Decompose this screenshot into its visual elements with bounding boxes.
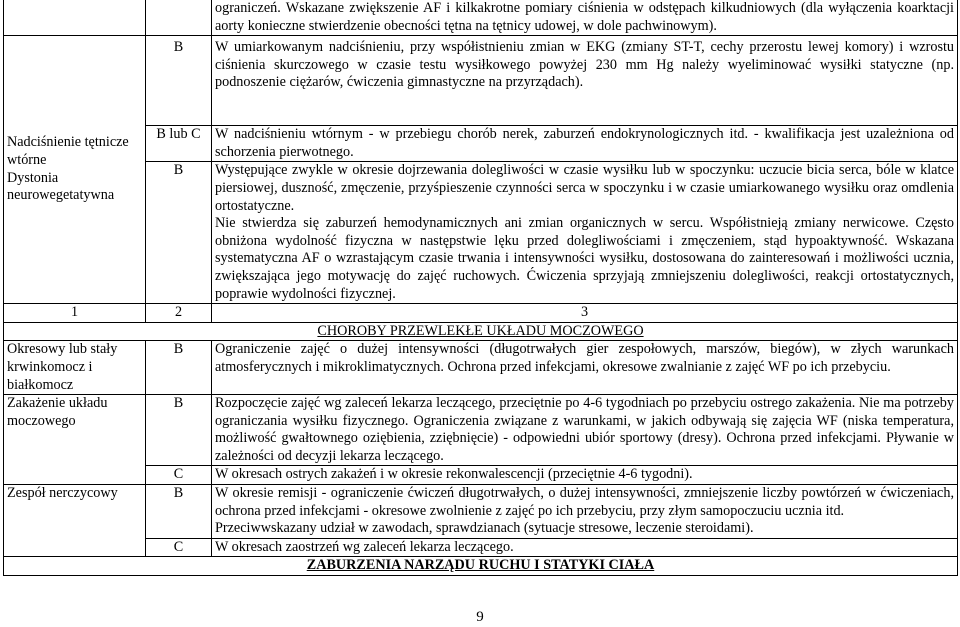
category-cell: B [146,162,212,304]
recommendation-text: W umiarkowanym nadciśnieniu, przy współistnieniu zmian w EKG (zmiany ST-T, cechy przerostu lewej komory) i wzrostu ciśnienia skurczowego w czasie testu wysiłkowego powyżej 230 mm Hg należy wyeliminować wysiłki statyczne (np. podnoszenie ciężarów, ćwiczenia gimnastyczne na przyrządach). [215,39,954,91]
page-number: 9 [476,609,484,625]
category-cell: B [146,341,212,395]
recommendation-cell [212,126,958,162]
condition-cell: Zespół nerczycowy [4,485,146,539]
section-heading-text: ZABURZENIA NARZĄDU RUCHU I STATYKI CIAŁA [306,557,655,574]
condition-cell [4,36,146,304]
category-cell: B [146,36,212,126]
recommendation-text: W nadciśnieniu wtórnym - w przebiegu chorób nerek, zaburzeń endokrynologicznych itd. - kwalifikacja jest uzależniona od schorzenia pierwotnego. [215,126,954,160]
recommendation-text: ograniczeń. Wskazane zwiększenie AF i kilkakrotne pomiary ciśnienia w odstępach kilkudniowych (dla wyłączenia koarktacji aorty konieczne stwierdzenie obecności tętna na tętnicy udowej, w dole pachwinowym). [215,0,954,34]
condition-cell [4,466,146,485]
category-cell: C [146,466,212,485]
section-heading-text: CHOROBY PRZEWLEKŁE UKŁADU MOCZOWEGO [317,322,644,339]
recommendation-cell [212,36,958,126]
table-row [4,0,958,36]
recommendation-text: W okresach ostrych zakażeń i w okresie rekonwalescencji (przeciętnie 4-6 tygodni). [215,466,693,483]
condition-cell: Okresowy lub stały krwinkomocz i białkomocz [4,341,146,395]
category-cell: B [146,485,212,539]
recommendation-cell [212,395,958,466]
section-heading-row [4,557,958,576]
recommendation-cell [212,341,958,395]
category-cell: B [146,395,212,466]
condition-cell [4,0,146,36]
recommendation-cell [212,485,958,539]
column-number: 3 [212,304,958,323]
document-table [3,0,958,576]
table-row [4,341,958,395]
condition-name: Nadciśnienie tętnicze wtórne [7,134,129,169]
table-row [4,538,958,557]
recommendation-cell [212,538,958,557]
condition-cell [4,538,146,557]
recommendation-text: Występujące zwykle w okresie dojrzewania dolegliwości w czasie wysiłku lub w spoczynku: uczucie bicia serca, bóle w klatce piersiowej, duszność, zmęczenie, przyśpieszenie czynności serca w spoczynku i w czasie umiarkowanego wysiłku oraz omdlenia ortostatyczne. [215,162,954,214]
recommendation-text: Ograniczenie zajęć o dużej intensywności (długotrwałych gier zespołowych, marszów, biegów), w złych warunkach atmosferycznych i mikroklimatycznych. Ochrona przed infekcjami, okresowe zwalnianie z zajęć WF po ich przebyciu. [215,341,954,375]
recommendation-cell [212,466,958,485]
column-number: 1 [4,304,146,323]
section-heading [4,557,958,576]
recommendation-text: Nie stwierdza się zaburzeń hemodynamicznych ani zmian organicznych w sercu. Współistnieją zmiany nerwicowe. Często obniżona wydolność fizyczna w następstwie lęku przed dolegliwościami i zmęczeniem, stąd hypoaktywność. Wskazana systematyczna AF o wzrastającym czasie trwania i intensywności wysiłku, dostosowana do zainteresowań i możliwości ucznia, zwiększająca jego motywację do zajęć ruchowych. Ćwiczenia sprzyjają zmniejszeniu dolegliwości, reakcji ortostatycznych, poprawie wydolności fizycznej. [215,215,954,302]
recommendation-cell [212,162,958,304]
table-row [4,485,958,539]
category-cell: B lub C [146,126,212,162]
table-row [4,395,958,466]
section-heading-row [4,322,958,341]
condition-name: Dystonia neurowegetatywna [7,169,115,204]
recommendation-text: W okresach zaostrzeń wg zaleceń lekarza leczącego. [215,538,514,555]
column-number: 2 [146,304,212,323]
condition-cell: Zakażenie układu moczowego [4,395,146,466]
table-row [4,466,958,485]
recommendation-text: Rozpoczęcie zajęć wg zaleceń lekarza leczącego, przeciętnie po 4-6 tygodniach po przebyciu ostrego zakażenia. Nie ma potrzeby ograniczania wysiłku fizycznego. Ograniczenia związane z warunkami, w jakich odbywają się zajęcia WF (niska temperatura, możliwość gwałtownego oziębienia, zziębnięcie) - odpowiedni ubiór sportowy (dresy). Ochrona przed infekcjami. Pływanie w zależności od decyzji lekarza leczącego. [215,395,954,464]
recommendation-cell [212,0,958,36]
table-row [4,126,958,162]
recommendation-text: W okresie remisji - ograniczenie ćwiczeń długotrwałych, o dużej intensywności, zmniejszenie liczby powtórzeń w ćwiczeniach, ochrona przed infekcjami - okresowe zwolnienie z zajęć po ich przebyciu, przy złym samopoczuciu ucznia itd. [215,485,954,519]
table-row [4,36,958,126]
recommendation-text: Przeciwwskazany udział w zawodach, sprawdzianach (sytuacje stresowe, leczenie steroidami). [215,520,754,537]
table-row [4,162,958,304]
category-cell [146,0,212,36]
section-heading [4,322,958,341]
column-number-row [4,304,958,323]
category-cell: C [146,538,212,557]
